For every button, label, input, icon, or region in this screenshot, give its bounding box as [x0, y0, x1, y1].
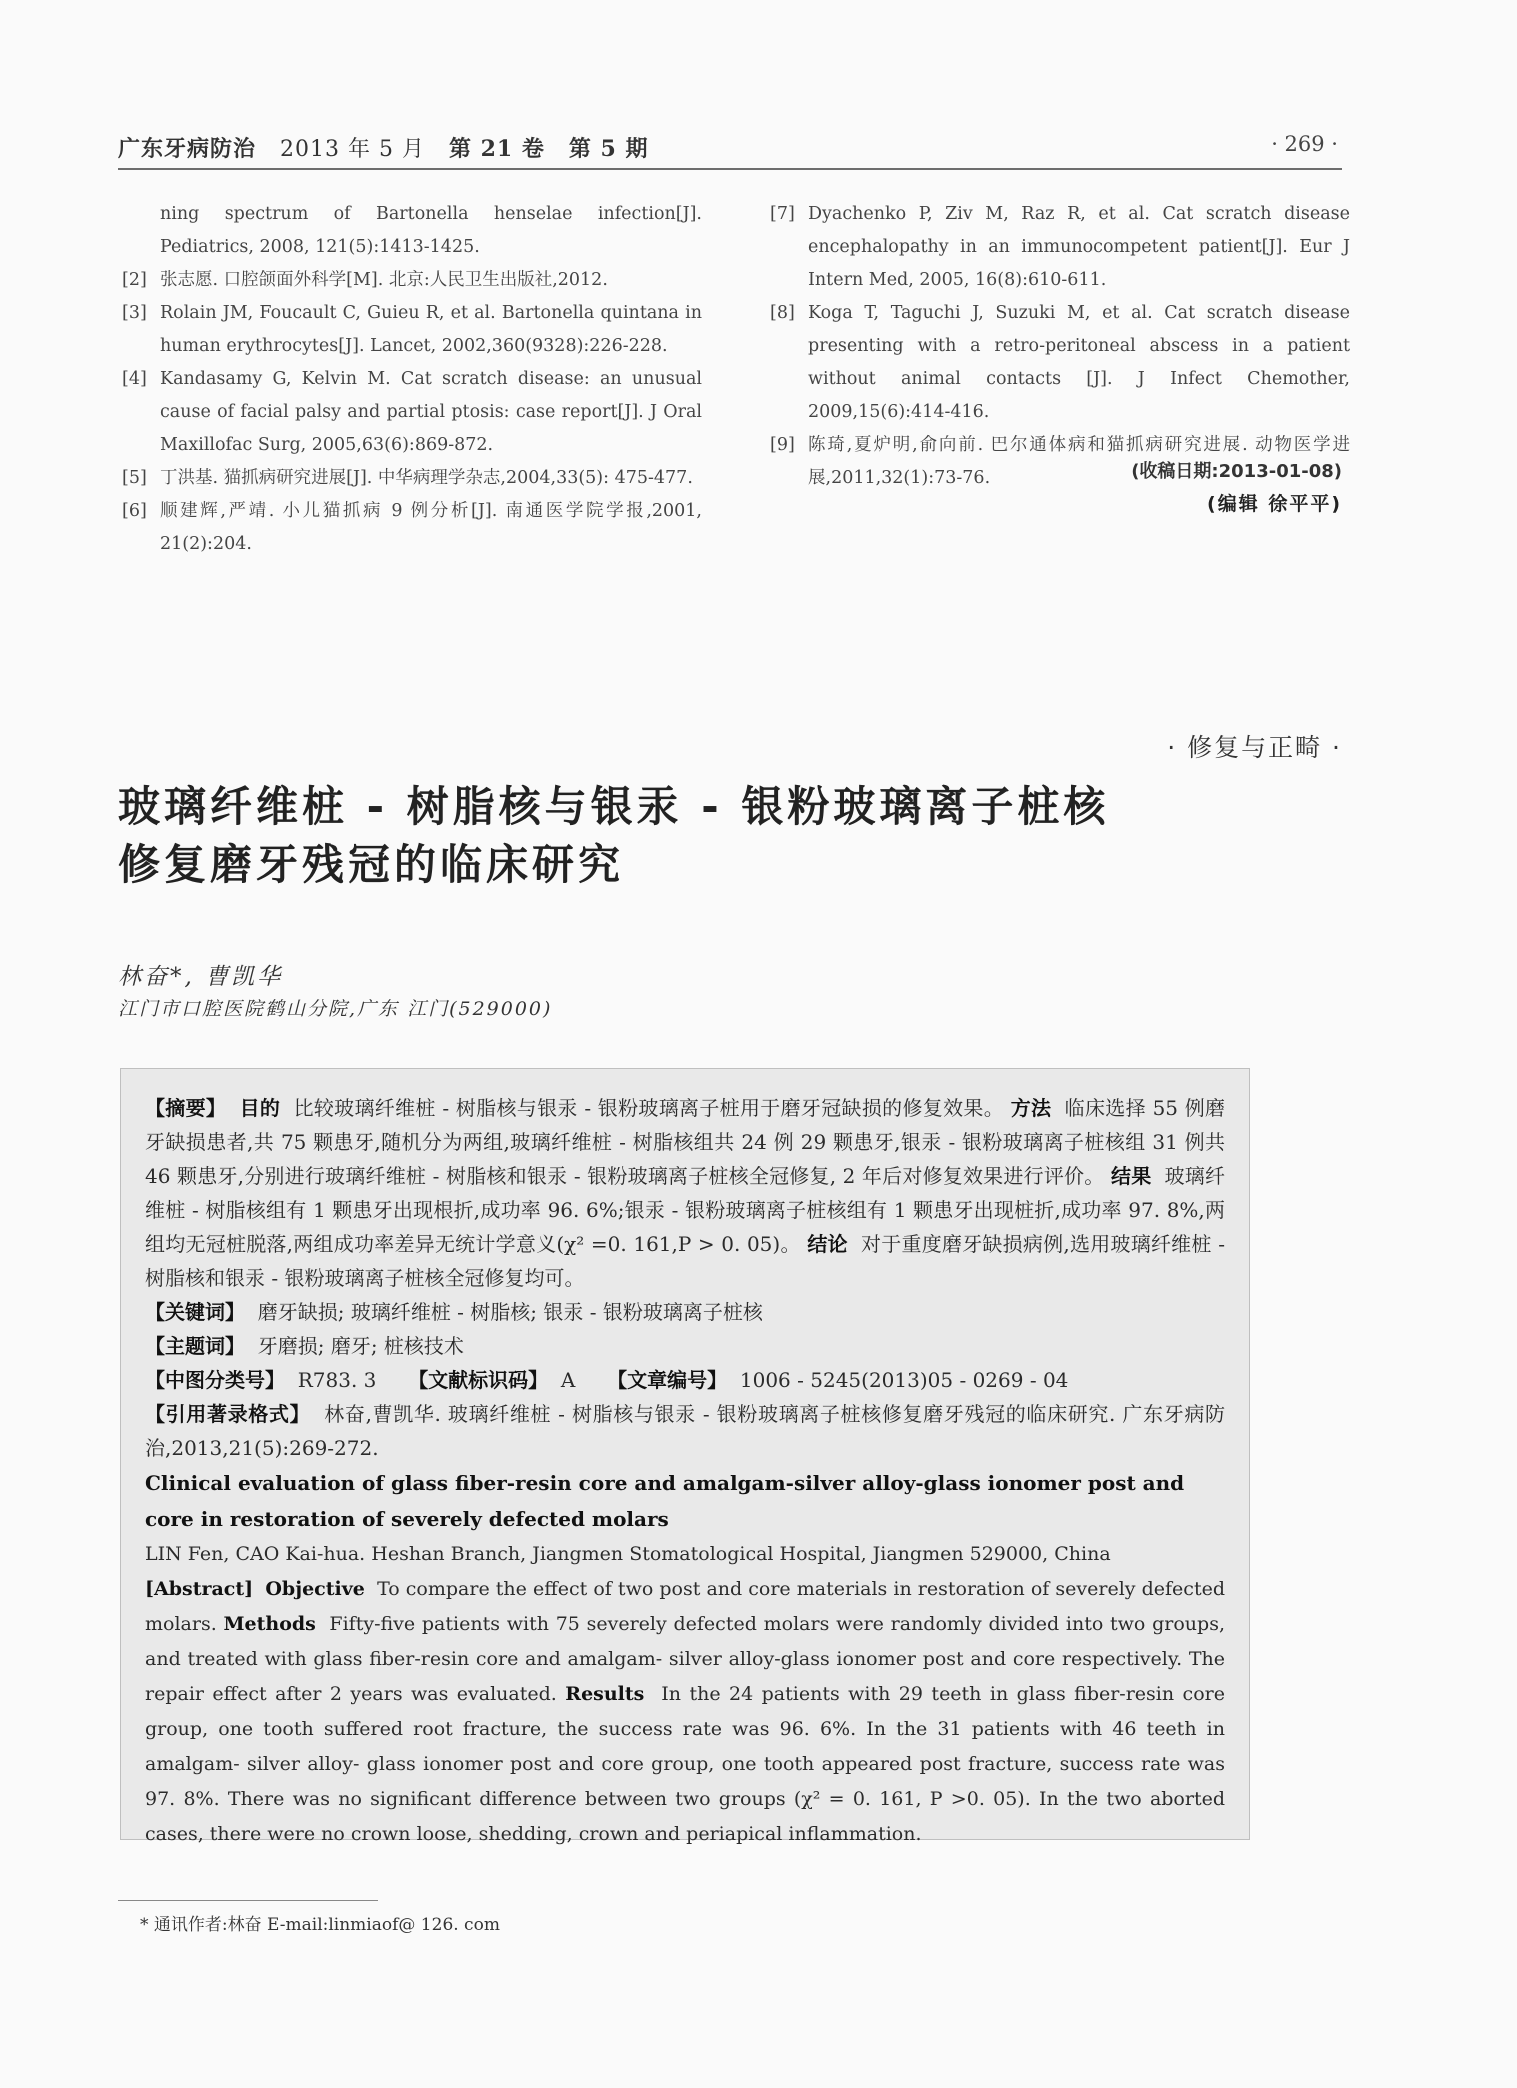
citation-label: 【引用著录格式】	[145, 1402, 311, 1426]
reference-number: [8]	[770, 303, 795, 323]
reference-item	[122, 297, 702, 363]
abstract-cn	[145, 1091, 1225, 1295]
doc-code-value: A	[560, 1368, 576, 1392]
objective-en-label: Objective	[265, 1578, 365, 1600]
objective-text: 比较玻璃纤维桩 - 树脂核与银汞 - 银粉玻璃离子桩用于磨牙冠缺损的修复效果。	[293, 1096, 1005, 1120]
english-affiliation: LIN Fen, CAO Kai-hua. Heshan Branch, Jiangmen Stomatological Hospital, Jiangmen 529000, China	[145, 1543, 1111, 1565]
methods-text: 临床选择 55 例磨牙缺损患者,共 75 颗患牙,随机分为两组,玻璃纤维桩 - 树脂核组共 24 例 29 颗患牙,银汞 - 银粉玻璃离子桩核组 31 例共 46 颗患牙,分别进行玻璃纤维桩 - 树脂核和银汞 - 银粉玻璃离子桩核全冠修复, 2 年后对修复效果进行评价。	[145, 1096, 1226, 1188]
results-label: 结果	[1111, 1164, 1152, 1188]
references-left	[122, 198, 702, 561]
reference-number: [4]	[122, 369, 147, 389]
title-line-1: 玻璃纤维桩 - 树脂核与银汞 - 银粉玻璃离子桩核	[118, 782, 1110, 831]
abstract-content	[145, 1091, 1225, 1852]
reference-number: [3]	[122, 303, 147, 323]
keywords-label: 【关键词】	[145, 1300, 245, 1324]
keywords-line	[145, 1295, 1225, 1329]
article-no-value: 1006 - 5245(2013)05 - 0269 - 04	[739, 1368, 1069, 1392]
objective-label: 目的	[239, 1096, 281, 1120]
affiliation: 江门市口腔医院鹤山分院,广东 江门(529000)	[118, 998, 553, 1020]
reference-item	[122, 264, 702, 297]
footnote-rule	[118, 1900, 378, 1901]
reference-item	[770, 198, 1350, 297]
conclusion-label: 结论	[807, 1232, 848, 1256]
abstract-label: 【摘要】	[145, 1096, 227, 1120]
clc-label: 【中图分类号】	[145, 1368, 285, 1392]
doc-code-label: 【文献标识码】	[408, 1368, 549, 1392]
title-line-2: 修复磨牙残冠的临床研究	[118, 840, 625, 889]
citation-line	[145, 1397, 1225, 1465]
volume: 第 21 卷	[448, 136, 545, 162]
reference-item	[122, 495, 702, 561]
received-date: (收稿日期:2013-01-08)	[1131, 461, 1342, 482]
reference-text: Kandasamy G, Kelvin M. Cat scratch disease: an unusual cause of facial palsy and partial ptosis: case report[J]. J Oral Maxillofac Surg, 2005,63(6):869-872.	[160, 369, 702, 455]
reference-item	[122, 198, 702, 264]
article-title	[118, 778, 1278, 894]
issue: 第 5 期	[568, 136, 649, 162]
reference-item	[122, 462, 702, 495]
article-no-label: 【文章编号】	[607, 1368, 728, 1392]
subject-line	[145, 1329, 1225, 1363]
english-title: Clinical evaluation of glass fiber-resin core and amalgam-silver alloy-glass ionomer post and core in restoration of severely defected molars	[145, 1471, 1185, 1531]
references-right	[770, 198, 1350, 495]
results-en-text: In the 24 patients with 29 teeth in glass fiber-resin core group, one tooth suffered root fracture, the success rate was 96. 6%. In the 31 patients with 46 teeth in amalgam- silver alloy- glass ionomer post and core group, one tooth appeared post fracture, success rate was 97. 8%. There was no significant difference between two groups (χ² = 0. 161, P >0. 05). In the two aborted cases, there were no crown loose, shedding, crown and periapical inflammation.	[145, 1683, 1225, 1845]
reference-number: [5]	[122, 468, 147, 488]
reference-number: [6]	[122, 501, 147, 521]
reference-text: Rolain JM, Foucault C, Guieu R, et al. Bartonella quintana in human erythrocytes[J]. Lancet, 2002,360(9328):226-228.	[160, 303, 702, 356]
reference-text: 丁洪基. 猫抓病研究进展[J]. 中华病理学杂志,2004,33(5): 475-477.	[160, 468, 693, 488]
reference-text: 陈琦,夏炉明,俞向前. 巴尔通体病和猫抓病研究进展. 动物医学进展,2011,32(1):73-76.	[808, 435, 1350, 488]
column-tag: · 修复与正畸 ·	[1167, 733, 1342, 762]
abstract-box	[120, 1068, 1250, 1845]
authors: 林奋*, 曹凯华	[118, 964, 284, 990]
keywords-text: 磨牙缺损; 玻璃纤维桩 - 树脂核; 银汞 - 银粉玻璃离子桩核	[257, 1300, 763, 1324]
reference-number: [2]	[122, 270, 147, 290]
reference-text: Dyachenko P, Ziv M, Raz R, et al. Cat scratch disease encephalopathy in an immunocompetent patient[J]. Eur J Intern Med, 2005, 16(8):610-611.	[808, 204, 1350, 290]
editor-note: (编辑 徐平平)	[1207, 493, 1342, 515]
page-number: · 269 ·	[1271, 132, 1338, 156]
footnote: * 通讯作者:林奋 E-mail:linmiaof@ 126. com	[140, 1915, 500, 1935]
reference-text: 顺建辉,严靖. 小儿猫抓病 9 例分析[J]. 南通医学院学报,2001, 21(2):204.	[160, 501, 702, 554]
results-text: 玻璃纤维桩 - 树脂核组有 1 颗患牙出现根折,成功率 96. 6%;银汞 - 银粉玻璃离子桩核组有 1 颗患牙出现桩折,成功率 97. 8%,两组均无冠桩脱落,两组成功率差异无统计学意义(χ² =0. 161,P > 0. 05)。	[145, 1164, 1226, 1256]
methods-label: 方法	[1010, 1096, 1052, 1120]
subject-text: 牙磨损; 磨牙; 桩核技术	[257, 1334, 464, 1358]
reference-number: [7]	[770, 204, 795, 224]
results-en-label: Results	[565, 1683, 645, 1705]
reference-text: Koga T, Taguchi J, Suzuki M, et al. Cat scratch disease presenting with a retro-peritoneal abscess in a patient without animal contacts [J]. J Infect Chemother, 2009,15(6):414-416.	[808, 303, 1350, 422]
methods-en-text: Fifty-five patients with 75 severely defected molars were randomly divided into two groups, and treated with glass fiber-resin core and amalgam- silver alloy-glass ionomer post and core respectively. The repair effect after 2 years was evaluated.	[145, 1613, 1225, 1705]
reference-number: [9]	[770, 435, 795, 455]
abstract-en	[145, 1572, 1225, 1852]
year-month: 2013 年 5 月	[280, 137, 425, 162]
classification-line	[145, 1363, 1225, 1397]
clc-value: R783. 3	[297, 1368, 377, 1392]
objective-en-text: To compare the effect of two post and core materials in restoration of severely defected molars.	[145, 1578, 1225, 1635]
journal-name: 广东牙病防治	[118, 136, 257, 162]
methods-en-label: Methods	[223, 1613, 316, 1635]
running-header	[118, 132, 1342, 170]
conclusion-text: 对于重度磨牙缺损病例,选用玻璃纤维桩 - 树脂核和银汞 - 银粉玻璃离子桩核全冠修复均可。	[145, 1232, 1226, 1290]
reference-item	[122, 363, 702, 462]
reference-text: ning spectrum of Bartonella henselae infection[J]. Pediatrics, 2008, 121(5):1413-1425.	[160, 204, 702, 257]
reference-text: 张志愿. 口腔颌面外科学[M]. 北京:人民卫生出版社,2012.	[160, 270, 608, 290]
journal-info	[118, 132, 649, 163]
subject-label: 【主题词】	[145, 1334, 245, 1358]
reference-item	[770, 297, 1350, 429]
abstract-en-label: [Abstract]	[145, 1578, 254, 1600]
citation-text: 林奋,曹凯华. 玻璃纤维桩 - 树脂核与银汞 - 银粉玻璃离子桩核修复磨牙残冠的临床研究. 广东牙病防治,2013,21(5):269-272.	[145, 1402, 1226, 1460]
